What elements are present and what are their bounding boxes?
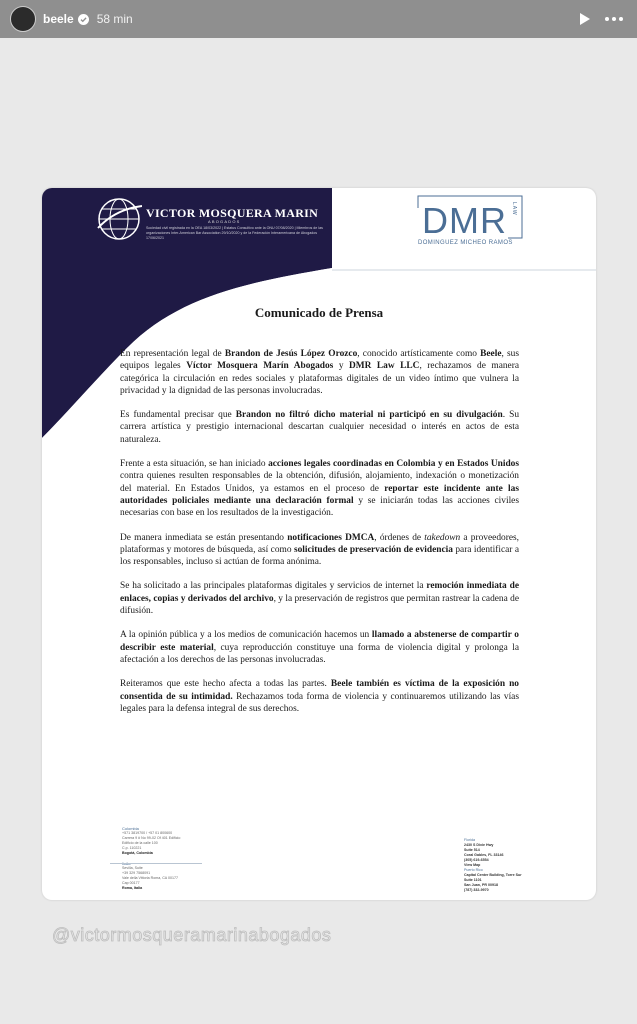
footer-line: Roma, Italia (122, 886, 143, 890)
paragraph-text-run: remoción inmediata de enlaces, copias y derivados del archivo (120, 581, 519, 604)
paragraph (120, 348, 519, 397)
paragraph-text-run: En representación legal de (120, 349, 225, 359)
dmr-logo: DMR (422, 200, 507, 241)
footer-line: Florida (464, 838, 475, 842)
post-time: 58 min (96, 12, 133, 26)
document-body (120, 348, 519, 727)
footer-line: C.p. 110221 (122, 846, 142, 850)
paragraph-text-run: Beele también es víctima de la exposición no consentida de su intimidad. (120, 679, 519, 702)
press-release-image (42, 188, 596, 900)
paragraph-text-run: Víctor Mosquera Marín Abogados (186, 361, 334, 372)
paragraph (120, 678, 519, 715)
footer-line: Suite 514 (464, 848, 480, 852)
footer-line: 2430 S Dixie Hwy (464, 843, 494, 847)
paragraph-text-run: . Su carrera artística y prestigio internacional descartan cualquier necesidad o interés en actos de esta naturaleza. (120, 410, 520, 445)
footer-line: Colombia (122, 826, 139, 831)
paragraph-text-run: , conocido artísticamente como (357, 349, 481, 359)
firm-name-left: VICTOR MOSQUERA MARIN (146, 206, 319, 220)
footer-line: Puerto Rico (464, 868, 483, 872)
footer-line: Suite 1101 (464, 878, 482, 882)
paragraph-text-run: para identificar a los responsables, incluso si actúan de forma anónima. (120, 544, 519, 568)
paragraph-text-run: , sus equipos legales (120, 349, 519, 372)
paragraph-text-run: , y la preservación de registros que permitan rastrear la cadena de difusión. (120, 593, 519, 617)
footer-line: +571 3819700 / +57 01 800600 (122, 831, 173, 835)
paragraph-text-run: De manera inmediata se están presentando (120, 532, 288, 543)
paragraph-text-run: Es fundamental precisar que (120, 410, 236, 421)
paragraph-text-run: llamado a abstenerse de compartir o describir este material (120, 630, 519, 653)
footer-line: Capital Center Building, Torre Sur (464, 873, 522, 877)
paragraph-text-run: Beele (480, 349, 502, 359)
footer-line: Sevilla, Suite (122, 866, 143, 870)
footer-addresses-right (464, 838, 544, 893)
paragraph-text-run: Frente a esta situación, se han iniciado (120, 459, 269, 470)
paragraph-text-run: acciones legales coordinadas en Colombia y en Estados Unidos (268, 459, 520, 470)
footer-divider (110, 863, 202, 864)
paragraph-text-run: solicitudes de preservación de evidencia (293, 544, 453, 555)
firm-registration-text: Sociedad civil registrada en la OEA 18/03/2022 | Estatus Consultivo ante la ONU 07/08/2020 | Miembros de las organizaciones Inter-American Bar Association 29/10/2020 y de la Federación Interamericana de Abogados 17/06/2021 (146, 226, 323, 240)
footer-line: Carrera 9 # No 99-02 Of 401 Edificio (122, 836, 181, 840)
verified-badge-icon (78, 14, 89, 25)
mention-sticker[interactable]: @victormosqueramarinabogados (52, 925, 332, 945)
paragraph-text-run: , órdenes de (374, 532, 425, 543)
footer-line: (305) 619-6554 (464, 858, 489, 862)
footer-line: Bogotá, Colombia (122, 851, 153, 855)
footer-line: Vale della Vittoria Roma, CA 00177 (122, 876, 179, 880)
story-header (0, 0, 637, 38)
footer-line: View Map (464, 863, 481, 867)
paragraph-text-run: A la opinión pública y a los medios de comunicación hacemos un (120, 630, 372, 641)
footer-line: Edificio de la calle 100 (122, 841, 158, 845)
footer-line: Cap 00177 (122, 881, 140, 885)
footer-addresses-left (122, 826, 232, 891)
footer-line: +39 329 7568091 (122, 871, 151, 875)
paragraph (120, 532, 519, 569)
paragraph-text-run: contra quienes resulten responsables de la obtención, difusión, alojamiento, indexación o monetización del material. En Estados Unidos, ya estamos en el proceso de (120, 471, 519, 494)
paragraph-text-run: a proveedores, plataformas y motores de búsqueda, así como (120, 532, 519, 555)
footer-line: (787) 332-9970 (464, 888, 489, 892)
play-icon[interactable] (577, 12, 591, 26)
paragraph-text-run: DMR Law LLC (349, 361, 420, 372)
paragraph (120, 409, 519, 446)
username[interactable]: beele (43, 12, 74, 26)
paragraph-text-run: , rechazamos de manera categórica la circulación en redes sociales y plataformas digitales de un video íntimo que vulnera la privacidad y la dignidad de las personas involucradas. (120, 361, 519, 396)
paragraph-text-run: y se iniciarán todas las acciones civiles necesarias con base en los resultados de la investigación. (120, 495, 519, 519)
more-options-icon[interactable] (603, 12, 625, 26)
paragraph-text-run: y (333, 361, 350, 372)
avatar[interactable] (10, 6, 36, 32)
globe-logo-icon (96, 196, 142, 242)
paragraph (120, 458, 519, 519)
dmr-partner-names: DOMINGUEZ MICHEO RAMOS (418, 240, 513, 246)
paragraph-text-run: notificaciones DMCA (287, 532, 375, 543)
paragraph-text-run: Brandon de Jesús López Orozco (224, 349, 358, 359)
footer-line: San Juan, PR 00918 (464, 883, 498, 887)
dmr-law-label: LAW (511, 202, 517, 216)
paragraph-text-run: Brandon no filtró dicho material ni participó en su divulgación (235, 410, 503, 421)
paragraph-text-run: Rechazamos toda forma de violencia y continuaremos utilizando las vías legales para la defensa integral de sus derechos. (120, 691, 519, 714)
paragraph-text-run: Reiteramos que este hecho afecta a todas las partes. (120, 679, 331, 690)
paragraph-text-run: , cuya reproducción constituye una forma de violencia digital y prolonga la afectación a los derechos de las personas involucradas. (120, 642, 519, 665)
paragraph-text-run: reportar este incidente ante las autoridades policiales mediante una declaración formal (120, 483, 519, 506)
document-title: Comunicado de Prensa (254, 305, 384, 320)
paragraph-text-run: Se ha solicitado a las principales plataformas digitales y servicios de internet la (120, 581, 427, 592)
footer-line: Coral Gables, FL 33146 (464, 853, 504, 857)
paragraph (120, 580, 519, 617)
paragraph-text-run: takedown (424, 532, 461, 543)
paragraph (120, 629, 519, 666)
firm-subtitle-left: ABOGADOS (208, 219, 241, 224)
